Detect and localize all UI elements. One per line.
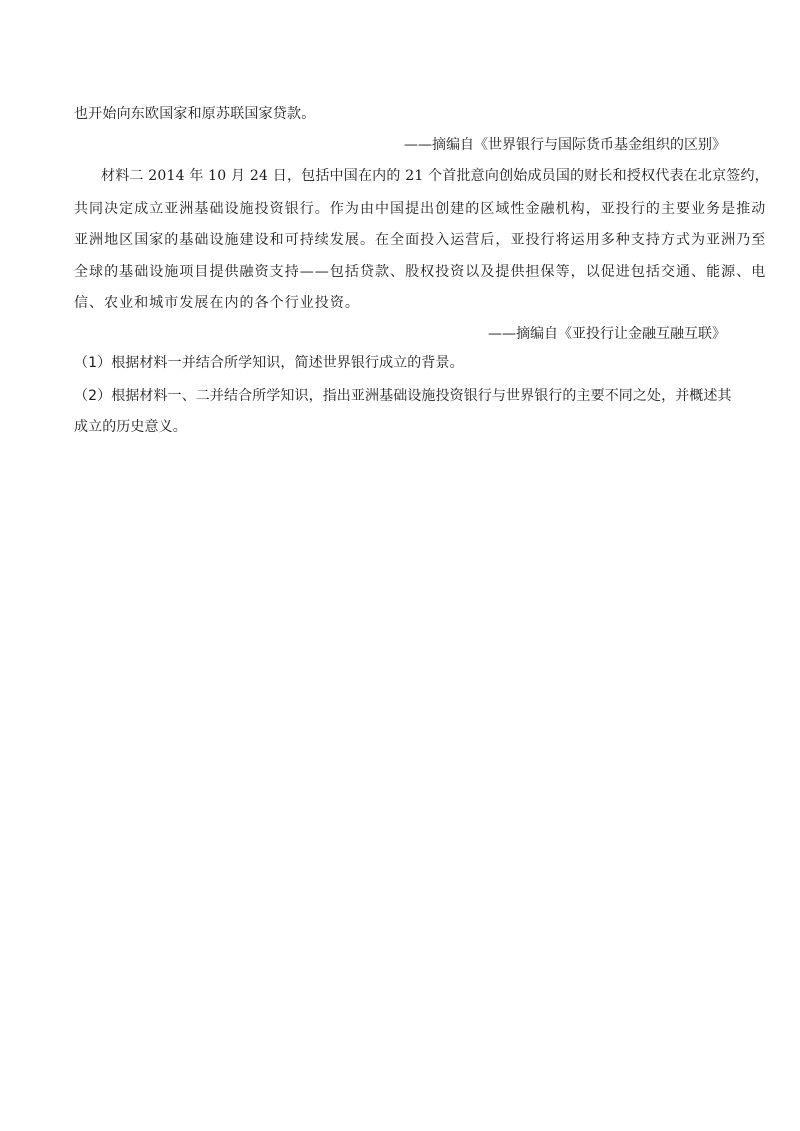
- question-2-line-1: （2）根据材料一、二并结合所学知识，指出亚洲基础设施投资银行与世界银行的主要不同之处，并概述其: [74, 388, 732, 404]
- material-two-line-4: 全球的基础设施项目提供融资支持——包括贷款、股权投资以及提供担保等，以促进包括交通、能源、电: [74, 264, 767, 280]
- material-two-line-5: 信、农业和城市发展在内的各个行业投资。: [74, 295, 360, 311]
- material-one-source: ——摘编自《世界银行与国际货币基金组织的区别》: [404, 137, 726, 153]
- material-two-line-2: 共同决定成立亚洲基础设施投资银行。作为由中国提出创建的区域性金融机构，亚投行的主要业务是推动: [74, 201, 767, 217]
- question-2-line-2: 成立的历史意义。: [74, 419, 187, 435]
- material-two-line-3: 亚洲地区国家的基础设施建设和可持续发展。在全面投入运营后，亚投行将运用多种支持方式为亚洲乃至: [74, 232, 767, 248]
- material-two-source: ——摘编自《亚投行让金融互融互联》: [488, 326, 726, 342]
- material-one-last-line: 也开始向东欧国家和原苏联国家贷款。: [74, 106, 316, 122]
- material-two-line-1: 材料二 2014 年 10 月 24 日，包括中国在内的 21 个首批意向创始成员国的财长和授权代表在北京签约，: [101, 168, 769, 184]
- question-1: （1）根据材料一并结合所学知识，简述世界银行成立的背景。: [74, 355, 464, 371]
